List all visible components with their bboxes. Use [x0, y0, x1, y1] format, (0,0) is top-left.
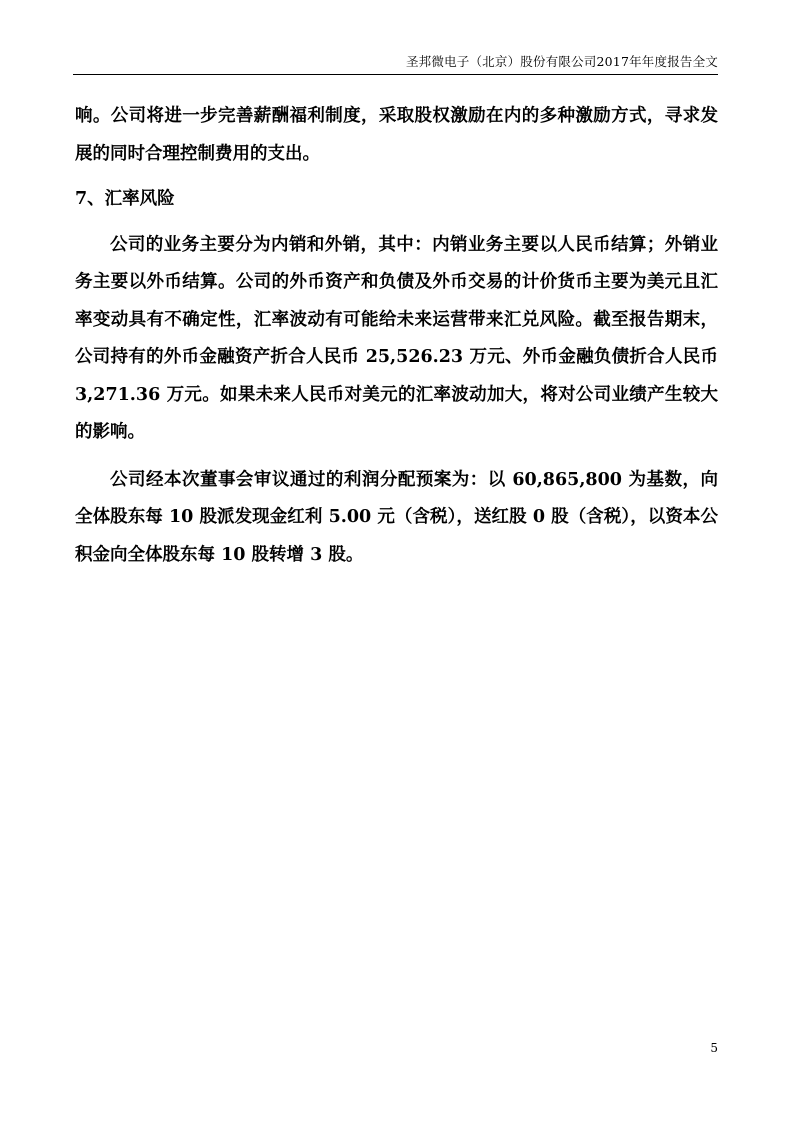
body-text	[75, 98, 718, 574]
running-header: 圣邦微电子（北京）股份有限公司2017年年度报告全文	[405, 54, 718, 69]
paragraph-exchange-rate-risk: 公司的业务主要分为内销和外销，其中：内销业务主要以人民币结算；外销业务主要以外币结算。公司的外币资产和负债及外币交易的计价货币主要为美元且汇率变动具有不确定性，汇率波动有可能给未来运营带来汇兑风险。截至报告期末，公司持有的外币金融资产折合人民币 25,526.23 万元、外币金融负债折合人民币 3,271.36 万元。如果未来人民币对美元的汇率波动加大，将对公司业绩产生较大的影响。	[75, 234, 718, 442]
header-rule	[73, 74, 718, 75]
section-heading-exchange-rate-risk: 7、汇率风险	[75, 189, 175, 209]
paragraph-continuation: 响。公司将进一步完善薪酬福利制度，采取股权激励在内的多种激励方式，寻求发展的同时合理控制费用的支出。	[75, 106, 718, 164]
paragraph-profit-distribution: 公司经本次董事会审议通过的利润分配预案为：以 60,865,800 为基数，向全体股东每 10 股派发现金红利 5.00 元（含税），送红股 0 股（含税），以资本公积金向全体股东每 10 股转增 3 股。	[75, 469, 718, 565]
page-number: 5	[710, 1041, 718, 1055]
